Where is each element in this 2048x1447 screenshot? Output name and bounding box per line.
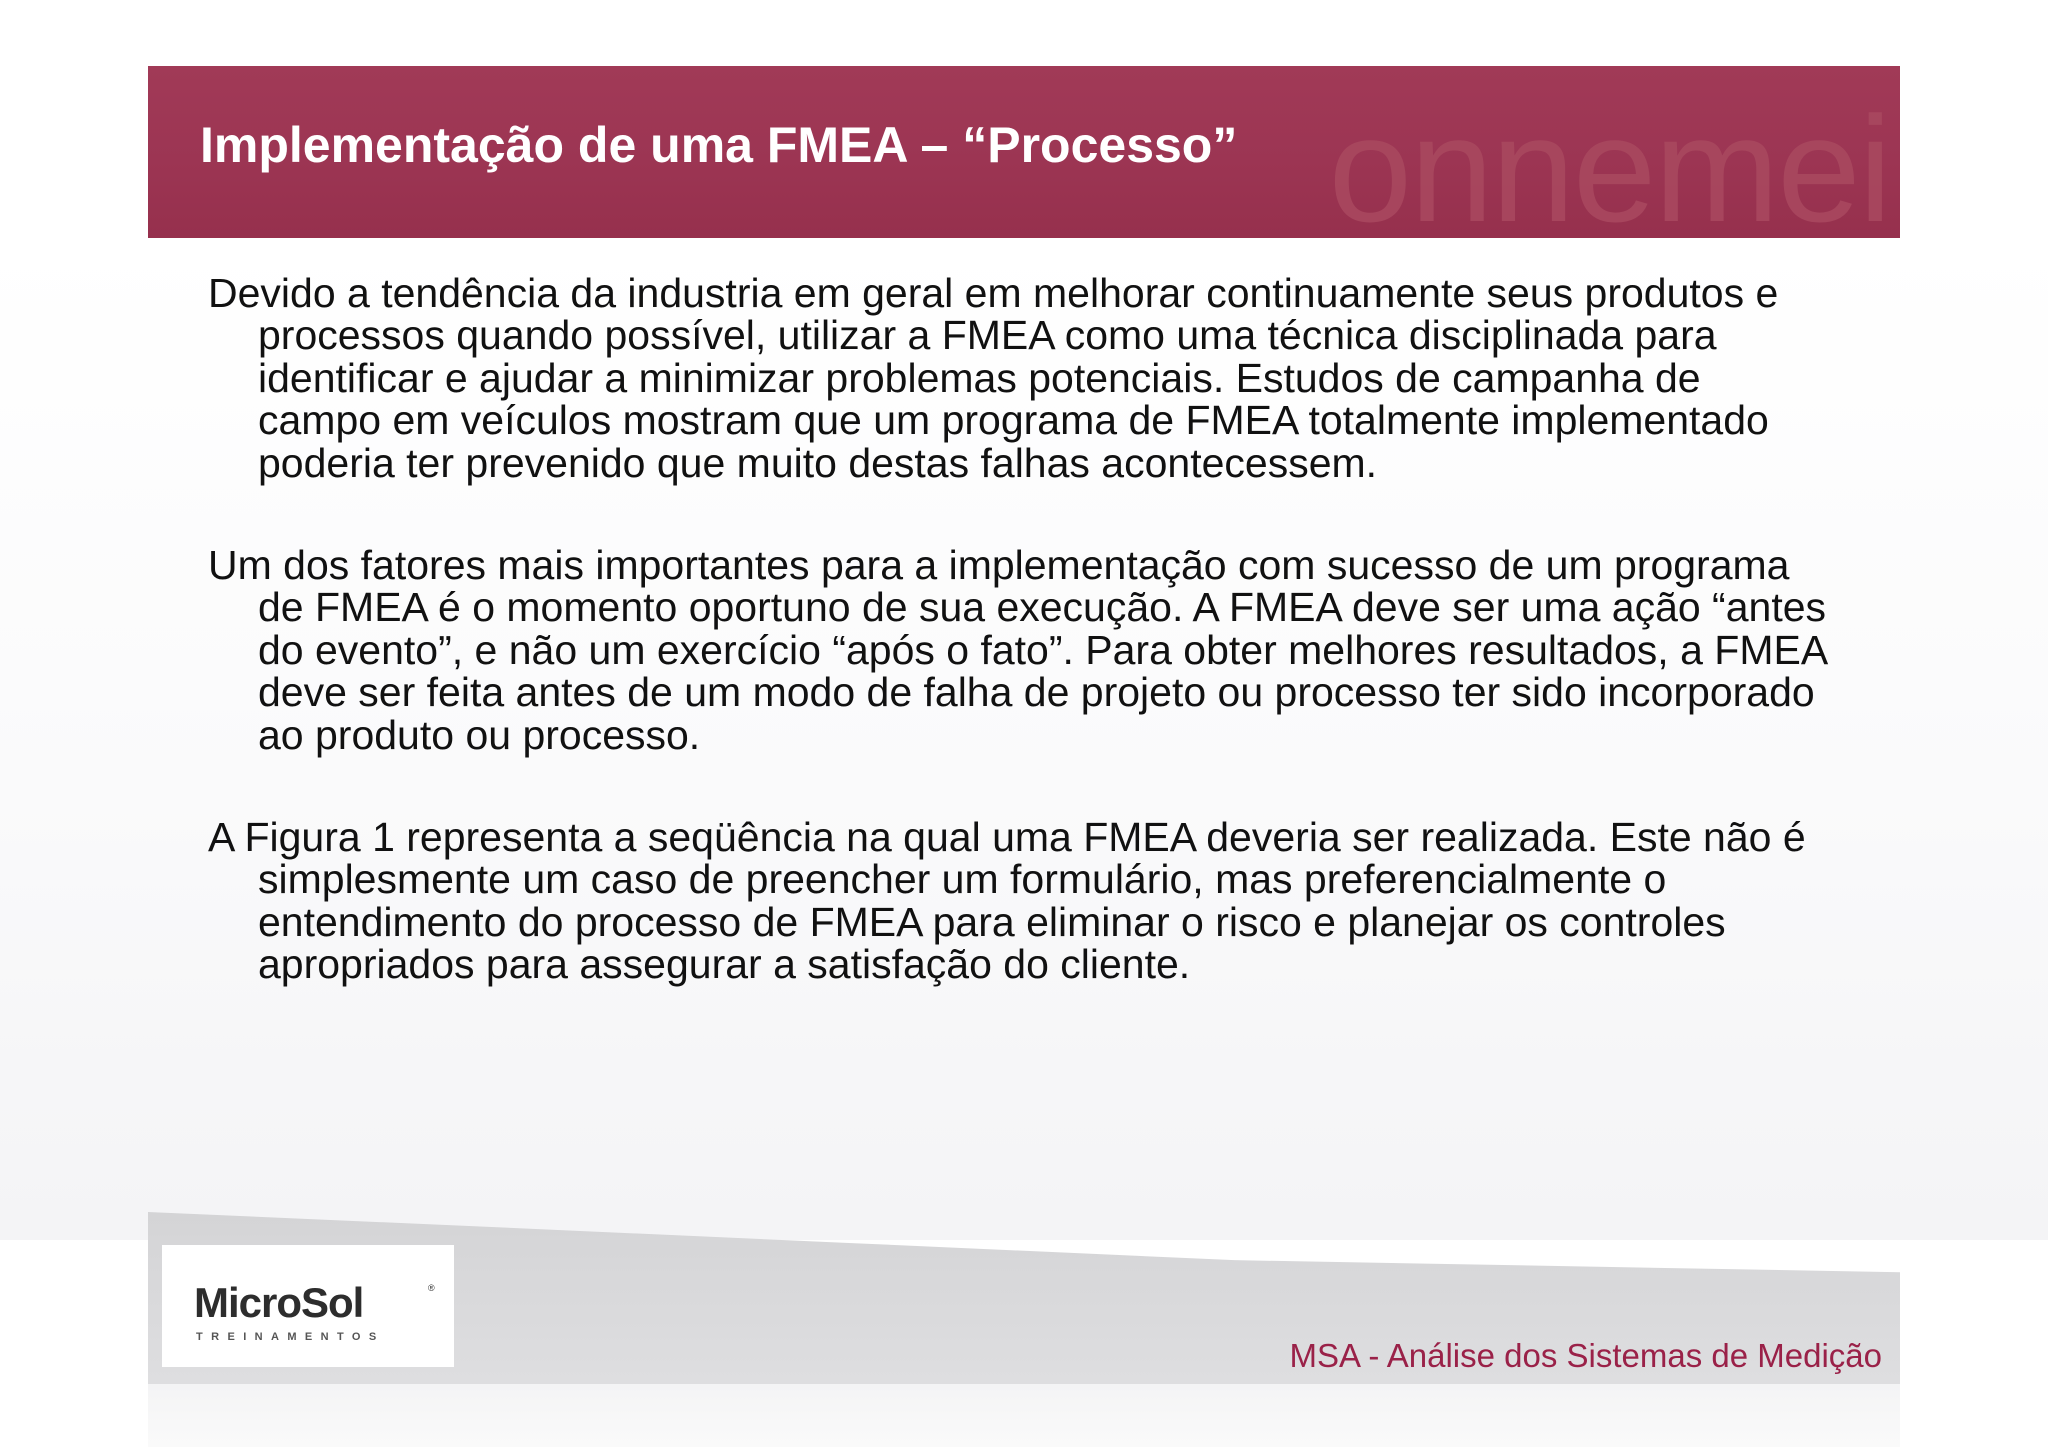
logo-wordmark: MicroSol <box>194 1279 364 1326</box>
footer-lower-strip <box>148 1384 1900 1447</box>
title-banner <box>148 66 1900 238</box>
paragraph-figure-sequence: A Figura 1 representa a seqüência na qual uma FMEA deveria ser realizada. Este não é simplesmente um caso de preencher um formulário, mas preferencialmente o entendimento do processo de FMEA para eliminar o risco e planejar os controles apropriados para assegurar a satisfação do cliente. <box>208 814 1806 988</box>
logo-registered-mark: ® <box>428 1283 435 1293</box>
paragraph-timing-factors: Um dos fatores mais importantes para a implementação com sucesso de um programa de FMEA é o momento oportuno de sua execução. A FMEA deve ser uma ação “antes do evento”, e não um exercício “após o fato”. Para obter melhores resultados, a FMEA deve ser feita antes de um modo de falha de projeto ou processo ter sido incorporado ao produto ou processo. <box>208 542 1827 758</box>
slide-title: Implementação de uma FMEA – “Processo” <box>200 117 1238 173</box>
slide-content <box>208 272 1828 1046</box>
banner-watermark: onnemei <box>1328 85 1890 238</box>
paragraph-implementation-trend: Devido a tendência da industria em geral em melhorar continuamente seus produtos e processos quando possível, utilizar a FMEA como uma técnica disciplinada para identificar e ajudar a minimizar problemas potenciais. Estudos de campanha de campo em veículos mostram que um programa de FMEA totalmente implementado poderia ter prevenido que muito destas falhas acontecessem. <box>208 270 1779 486</box>
microsol-logo <box>162 1245 454 1367</box>
logo-subtitle: TREINAMENTOS <box>196 1331 385 1343</box>
footer-course-title: MSA - Análise dos Sistemas de Medição <box>1289 1337 1882 1374</box>
